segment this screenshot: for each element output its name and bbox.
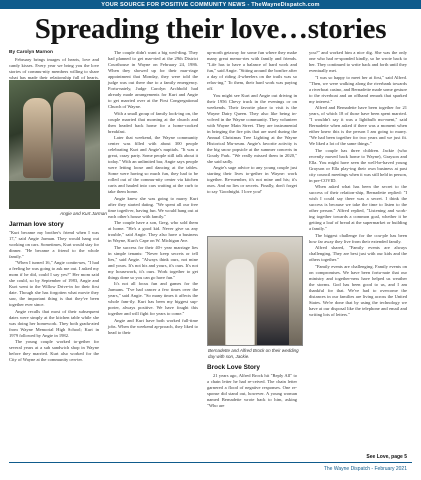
article-paragraph: The young couple worked to-gether for several years at a sub sandwich shop in Wayne before they married. Kurt also worked for the City of Wayne at the community cen-ter. [9,339,99,362]
article-paragraph: "Family events are challenging. Family events on on compromises. We have been fortu-nate that our ministry and together-ness have helped us weather the storms. God has been good to us, and I am thankful for that. We've had to overcome the distances in our families are living across the United States. We're done that by using the technology we have at our disposal like the telephone and email and writing lots of letters." [309,263,407,317]
article-paragraph: Angie and Kurt have both worked full-time jobs. When the weekend ap-proach, they liked to head to their [108,317,198,335]
subhead-jarman: Jarman love story [9,221,64,228]
continued-link[interactable]: See Love, page 5 [366,454,407,460]
article-paragraph: The couple didn't want a big wed-ding. They had planned to get mar-ried at the 29th District Courthouse in Wayne on February 24, 1986. When they showed up for their mar-riage appointment that Monday, they were told the judge was out there due to a family emergency. Fortu-nately, Judge Carolyn Archbold had already made arrangements for Kurt and Angie to get married over at the First Congregational Church of Wayne. [108,50,198,109]
article-paragraph: With a small group of family look-ing on, the couple married that morning at the church and then headed back home for a home-cooked breakfast. [108,110,198,134]
photo-caption-jarman: Angie and Kurt Jarman [60,211,107,216]
article-paragraph: Angie's sage advice to any young couple just starting their lives to-gether in Wayne: work together. Re-member, it's not mine and his; it's ours. And no lies or secrets. Finally, don't forget to say 'Goodnight. I love you!' [207,165,297,194]
article-column-2 [108,50,198,336]
article-paragraph: Alfred shared, "Family events are always challenging. They are best just with our kids and the others together." [309,245,407,262]
article-paragraph: Angie knew she was going to marry Kurt after they started dating. "We spent all our free time togeth-er, having fun. We would hang out at each other's house with family." [108,195,198,219]
article-column-3-continued [207,362,297,409]
article-column-4 [309,50,407,318]
article-paragraph: Alfred and Bernadette have been together for 21 years, of which 18 of those have been spent married. "I wouldn't say it was a lightbulb mo-ment," said Bernadette when asked if there was a moment when either knew this is the person I am going to marry. "We had been together for two years and we just fit. We liked a lot of the same things." [309,105,407,146]
article-paragraph: Angie recalls that most of their subsequent dates were simply at the kitchen table while she was doing her homework. They both gradu-ated from Wayne Memorial High School; Kurt in 1979 followed by Angie in 1982. [9,308,99,338]
article-paragraph: 21 years ago, Alfred Brock hit "Reply All" to a chain letter he had re-ceived. The chain letter garnered a flood of negative responses. One re-sponse did stand out, however. A young woman named Bernadette wrote back to him, asking "Who are [207,372,297,408]
article-paragraph: The success for their 40+ year marriage lies in simple tenants: "Never keep secrets or tell lies," said Angie. "Always think ours, not mine and yours. It's not his and yours, it's ours. It's not my housework, it's ours. Work together to get things done so you can go have fun." [108,244,198,280]
photo-jarman-couple [9,80,100,209]
article-paragraph: You might see Kurt and Angie out driving in their 1956 Chevy truck in the evenings or on weekends. Their favorite place to visit is the Wayne Dairy Queen. They also like being in-volved in the Wayne community. They volunteer with Wayne Main Street. They are instrumental in bringing the fire pits that are used during the Annual Christmas Tree Lighting at the Wayne Historical Mu-seum. Angie's favorite activity is the big snow popsicle at the summer concerts in Goudy Park. "We really missed them in 2020," she said sadly. [207,92,297,164]
article-paragraph: When asked what has been the secret to the success of their relation-ship, Bernadette replied: "I wish I could say there was a secret. I think the success is because we take the time to listen to the other person." Alfred replied, "Listening and work-ing together towards a common goal, whether it be getting a loaf of bread at the supermarket or building a family." [309,184,407,231]
page-headline: Spreading their love…stories [34,13,387,45]
article-paragraph: "Kurt became my brother's friend when I was 17," said Angie Jarman. They would hang out working on cars. Sometimes, Kurt would stay for dinner. "He became a friend to the whole family." [9,229,99,259]
article-paragraph: "I was so happy to meet her at first," said Alfred. "Then, we were walking along the riverbank towards a riverboat casino, and Bernadette made some gesture to the riverboat and an offhand remark that sparked my interest." [309,74,407,104]
article-paragraph: The couple have a son, Greg, who sold them at home. "He's a good kid. Never give us any trouble," said Angie. They also have a business in Wayne, Kurt's Cape on W. Michigan Ave. [108,220,198,243]
subhead-brock: Brock Love Story [207,364,260,371]
article-paragraph: you?" and worked him a nice dig. She was the only one who had re-sponded kindly, so he wrote back to her. They continued to write back and forth until they eventually met. [309,50,407,73]
footer-rule [9,462,412,463]
article-column-3 [207,50,297,196]
footer-text: The Wayne Dispatch - February 2021 [323,466,407,472]
photo-caption-brock: Bernadette and Alfred Brock on their wedding day with son, Jackie. [208,348,299,359]
article-paragraph: The couple has three children. Jackie (who recently moved back home to Wayne), Grayson and Ella. You might have seen the well-be-haved young Grayson or Ella play-ing their own business at past city council meetings when it was still held in person, in pre-COVID. [309,147,407,183]
byline: By Carolyn Marnon [9,50,53,55]
article-paragraph: Later that weekend, the Wayne community center was filled with about 300 people celebrating Kurt and Angie's nuptials. "It was a great, crazy party. Some people still talk about it today." With an unlimited bar, Angie says people were letting loose and dancing at the tables. Some were having so much fun, they had to be rolled out of the commu-nity center via kitchen carts and hauled into cars waiting at the curb to take them home. [108,135,198,194]
article-paragraph: "When I turned 16," Angie contin-ues, "I had a feeling he was going to ask me out. I asked my mom if he did, could I say yes?" Her mom said she could, so by September of 1983, Angie and Kurt went to the Willow Drive-in for their first date. Though she has forgotten what movie they saw, the important thing is that they've been together ever since. [9,260,99,307]
article-paragraph: It's not all focus fun and games for the Jarmans. "I've had cancer a few times over the years," said Angie. "So many times it affects the whole fam-ily. Kurt has been my biggest sup-porter, always positive. We have fought this together and will fight for years to come." [108,281,198,316]
article-column-1-continued [9,219,99,364]
article-paragraph: February brings images of hearts, love and candy kisses. Every year we bring you the love stories of commu-nity members willing to share what has made their relationship full of hearts. [9,57,99,80]
article-paragraph: up-north getaway for some fun where they make many great memo-ries with family and friends. "Life has to have a balance of hard work and fun," said Angie. "Sitting around the bonfire after a day of riding 4-wheelers on the trails was so relax-ing." To them, their hard work was paying off. [207,50,297,91]
header-bar: YOUR SOURCE FOR POSITIVE COMMUNITY NEWS - TheWayneDispatch.com [0,0,421,9]
article-paragraph: The biggest challenge for the cou-ple has been how far away they live from their extended family. [309,232,407,244]
photo-brock-wedding [207,236,303,346]
